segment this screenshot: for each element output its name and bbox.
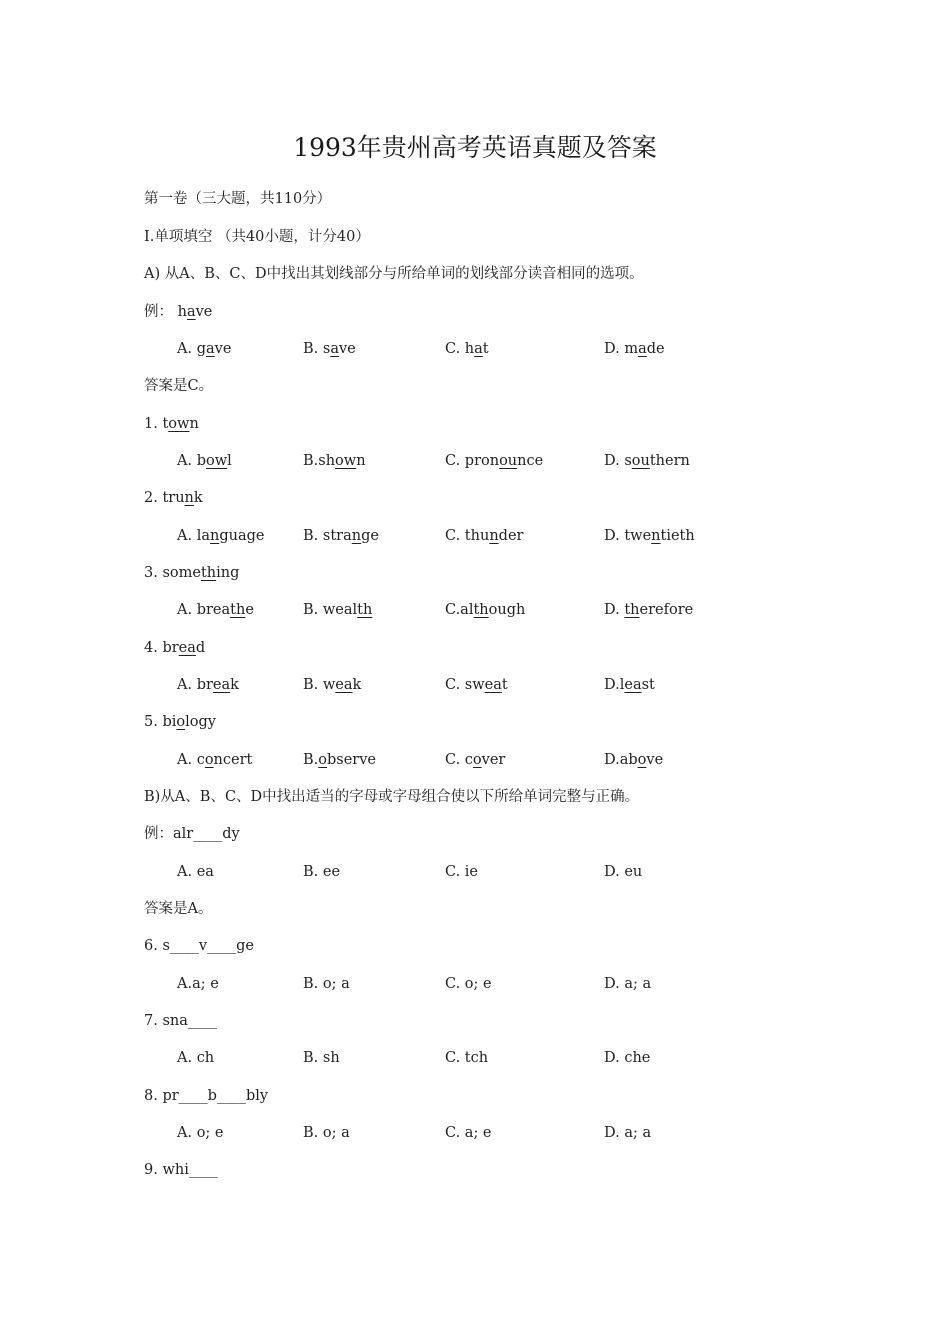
volume-heading: 第一卷（三大题，共110分） (144, 191, 332, 207)
option-c: C. ie (445, 864, 479, 880)
option-a: A. bowl (177, 453, 232, 469)
option-d: D. southern (604, 453, 690, 469)
option-c: C. o; e (445, 976, 492, 992)
option-b: B. save (303, 341, 356, 357)
option-a: A. concert (177, 752, 253, 768)
option-a: A. breathe (177, 602, 254, 618)
question-1: 1. town (144, 416, 199, 432)
document-title: 1993年贵州高考英语真题及答案 (293, 133, 657, 162)
option-c: C. a; e (445, 1125, 492, 1141)
option-d: D.least (604, 677, 655, 693)
option-b: B. ee (303, 864, 341, 880)
option-a: A. o; e (177, 1125, 224, 1141)
option-c: C. pronounce (445, 453, 544, 469)
question-5: 5. biology (144, 714, 216, 730)
option-b: B. o; a (303, 1125, 350, 1141)
option-d: D. made (604, 341, 665, 357)
question-8: 8. pr____b____bly (144, 1088, 269, 1104)
option-a: A. language (177, 528, 265, 544)
option-a: A. gave (177, 341, 232, 357)
part-a-instruction: A) 从A、B、C、D中找出其划线部分与所给单词的划线部分读音相同的选项。 (144, 266, 644, 282)
question-6: 6. s____v____ge (144, 938, 254, 954)
question-2: 2. trunk (144, 490, 203, 506)
option-a: A. ea (177, 864, 214, 880)
option-d: D.above (604, 752, 664, 768)
example-answer: 答案是C。 (144, 378, 214, 394)
option-a: A. break (177, 677, 239, 693)
example-answer: 答案是A。 (144, 901, 213, 917)
question-7: 7. sna____ (144, 1013, 217, 1029)
question-9: 9. whi____ (144, 1162, 218, 1178)
example-word: 例： have (144, 304, 213, 320)
example-word: 例：alr____dy (144, 826, 240, 842)
option-d: D. eu (604, 864, 643, 880)
option-c: C.although (445, 602, 526, 618)
option-d: D. therefore (604, 602, 694, 618)
section-heading: Ⅰ.单项填空 （共40小题，计分40） (144, 229, 370, 245)
option-c: C. cover (445, 752, 506, 768)
option-b: B. wealth (303, 602, 373, 618)
option-c: C. thunder (445, 528, 524, 544)
question-4: 4. bread (144, 640, 206, 656)
option-b: B. sh (303, 1050, 340, 1066)
option-b: B.shown (303, 453, 366, 469)
option-d: D. twentieth (604, 528, 695, 544)
option-a: A.a; e (177, 976, 219, 992)
option-b: B.observe (303, 752, 377, 768)
part-b-instruction: B)从A、B、C、D中找出适当的字母或字母组合使以下所给单词完整与正确。 (144, 789, 640, 805)
option-b: B. strange (303, 528, 379, 544)
option-b: B. weak (303, 677, 362, 693)
option-d: D. che (604, 1050, 651, 1066)
option-a: A. ch (177, 1050, 215, 1066)
option-d: D. a; a (604, 1125, 652, 1141)
option-d: D. a; a (604, 976, 652, 992)
option-c: C. hat (445, 341, 489, 357)
option-b: B. o; a (303, 976, 350, 992)
option-c: C. sweat (445, 677, 508, 693)
question-3: 3. something (144, 565, 240, 581)
option-c: C. tch (445, 1050, 489, 1066)
